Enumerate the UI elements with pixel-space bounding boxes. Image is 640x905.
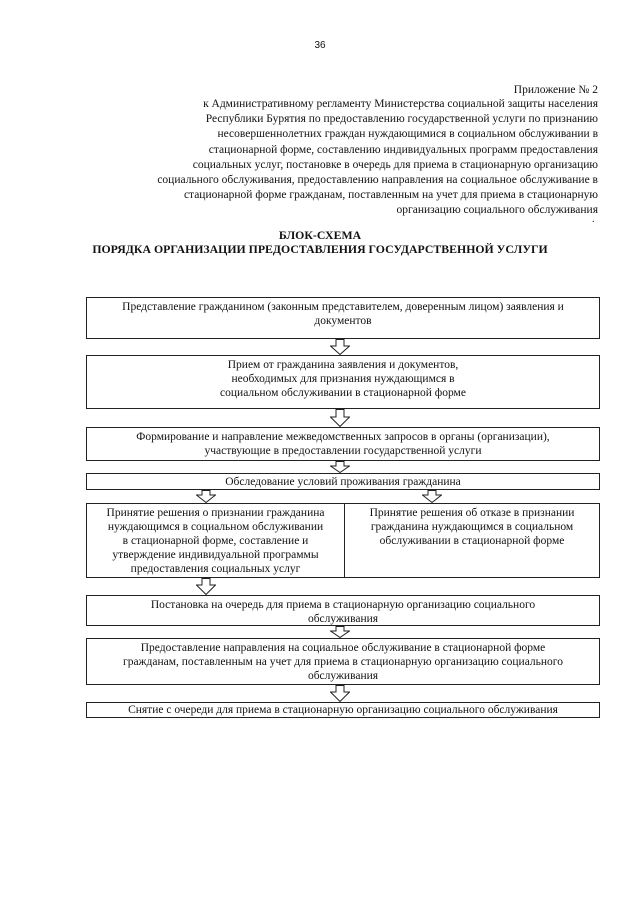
appendix-line: к Административному регламенту Министерства социальной защиты населения [203, 98, 598, 110]
box-text-line: Представление гражданином (законным представителем, доверенным лицом) заявления и [122, 301, 564, 313]
box-text-line: гражданина нуждающимся в социальном [370, 521, 574, 533]
box-text-line: утверждение индивидуальной программы [112, 549, 319, 561]
box-text-line: Предоставление направления на социальное обслуживание в стационарной форме [140, 642, 546, 654]
appendix-line: стационарной форме гражданам, поставленным на учет для приема в стационарную [183, 189, 598, 202]
box-text-line: Постановка на очередь для приема в стационарную организацию социального [150, 599, 536, 611]
box-text-line: социальном обслуживании в стационарной форме [220, 387, 466, 399]
down-arrow-icon [330, 685, 350, 702]
title-line-2: ПОРЯДКА ОРГАНИЗАЦИИ ПРЕДОСТАВЛЕНИЯ ГОСУДАРСТВЕННОЙ УСЛУГИ [92, 242, 548, 256]
down-arrow-icon [330, 409, 350, 427]
box-text-line: предоставления социальных услуг [130, 563, 301, 575]
flow-step-application [86, 297, 600, 339]
down-arrow-icon [196, 490, 216, 503]
down-arrow-icon [330, 626, 350, 638]
down-arrow-icon [422, 490, 442, 503]
appendix-line: стационарной форме, составлению индивидуальных программ предоставления [208, 143, 598, 156]
appendix-line: Республики Бурятия по предоставлению государственной услуги по признанию [205, 113, 598, 126]
box-text-line: обслуживания [307, 670, 379, 682]
document-title [0, 228, 640, 256]
flow-step-requests [86, 427, 600, 461]
box-text-line: обслуживания [307, 613, 379, 625]
box-text-line: в стационарной форме, составление и [122, 535, 309, 547]
box-text-line: нуждающимся в социальном обслуживании [107, 521, 324, 533]
down-arrow-icon [330, 339, 350, 355]
flow-step-inspection [86, 473, 600, 490]
box-text-line: Принятие решения об отказе в признании [369, 507, 575, 519]
box-text-line: гражданам, поставленным на учет для приема в стационарную организацию социального [122, 656, 563, 668]
box-text-line: необходимых для признания нуждающимся в [231, 373, 455, 385]
appendix-text [96, 97, 598, 219]
appendix-line: социальных услуг, постановке в очередь для приема в стационарную организацию [192, 158, 598, 171]
appendix-title: Приложение № 2 [513, 84, 598, 96]
appendix-line: несовершеннолетних граждан нуждающимися в социальном обслуживании в [217, 128, 598, 141]
flow-step-reception [86, 355, 600, 409]
box-text-line: участвующие в предоставлении государственной услуги [204, 445, 482, 457]
box-text-line: обслуживании в стационарной форме [379, 535, 565, 547]
stray-mark: . [592, 214, 595, 225]
decision-refuse [345, 504, 599, 577]
down-arrow-icon [330, 461, 350, 473]
box-text-line: Формирование и направление межведомственных запросов в органы (организации), [136, 431, 550, 443]
box-text-line: Прием от гражданина заявления и документов, [227, 359, 459, 371]
down-arrow-icon [196, 578, 216, 595]
box-text-line: Снятие с очереди для приема в стационарную организацию социального обслуживания [128, 704, 558, 716]
page-number: 36 [314, 40, 326, 51]
appendix-line: социального обслуживания, предоставлению направления на социальное обслуживание в [157, 174, 598, 187]
flow-step-referral [86, 638, 600, 685]
title-line-1: БЛОК-СХЕМА [278, 228, 362, 242]
box-text-line: Принятие решения о признании гражданина [106, 507, 325, 519]
flow-step-queue [86, 595, 600, 626]
box-text-line: Обследование условий проживания гражданина [225, 476, 461, 488]
appendix-line: организацию социального обслуживания [396, 204, 598, 217]
flow-decision-block [86, 503, 600, 578]
box-text-line: документов [314, 315, 372, 327]
decision-approve [87, 504, 344, 577]
flow-step-removal [86, 702, 600, 718]
